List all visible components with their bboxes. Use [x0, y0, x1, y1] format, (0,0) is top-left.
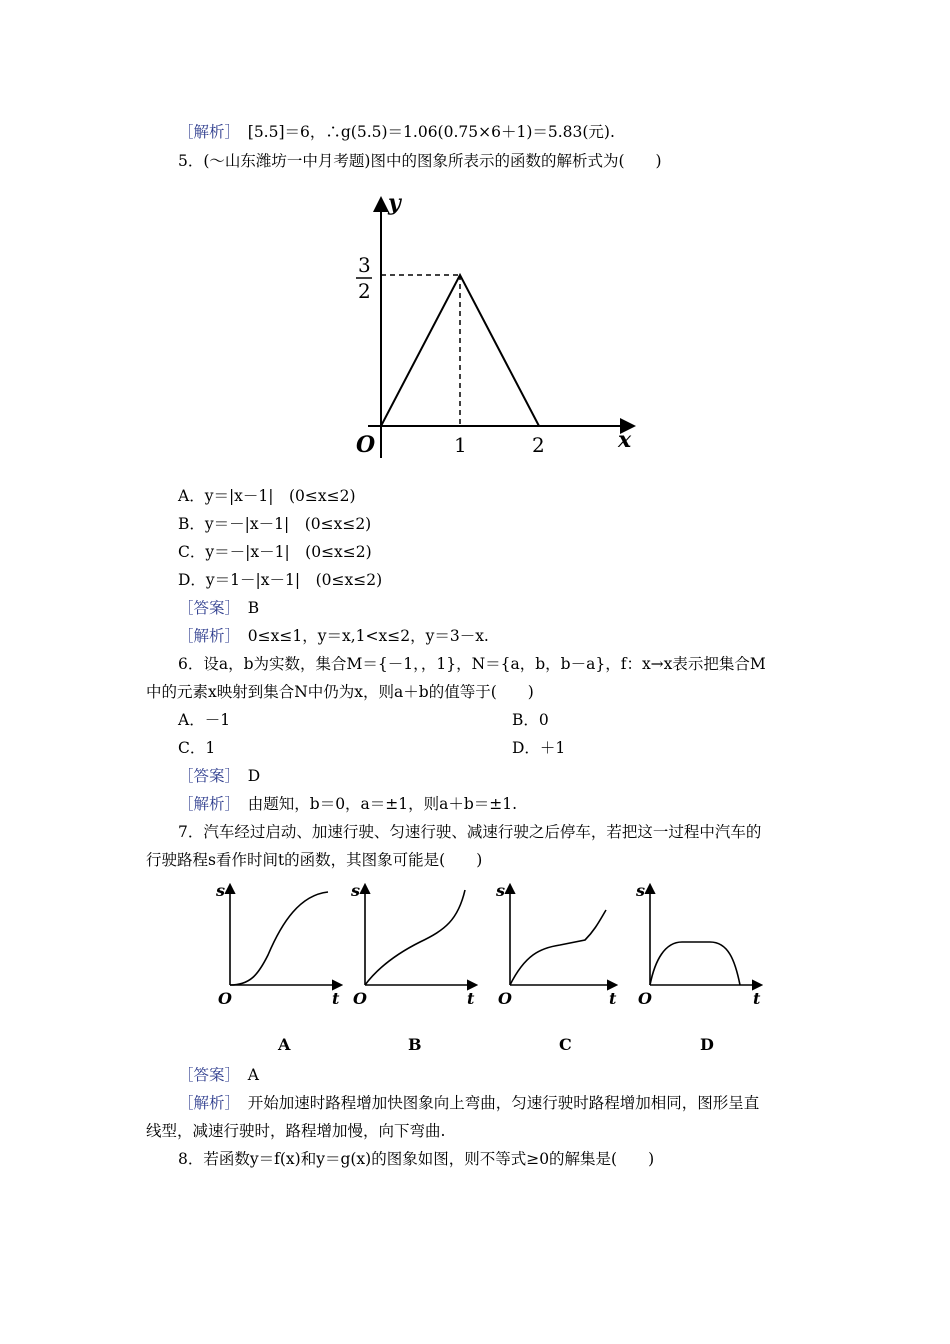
graph-c [495, 881, 617, 1054]
y-label: y [388, 190, 401, 216]
x-label: x [618, 427, 632, 453]
q7-analysis-2: 线型，减速行驶时，路程增加慢，向下弯曲. [146, 1122, 446, 1140]
q7-stem-2: 行驶路程s看作时间t的函数，其图象可能是( ) [146, 851, 483, 869]
option-d: D．y＝1－|x－1| (0≤x≤2) [178, 571, 383, 589]
caption-b: B [408, 1035, 422, 1054]
curve-b [365, 890, 465, 985]
graph-d [635, 881, 761, 1054]
q5-function-graph [340, 190, 650, 470]
svg-text:s: s [351, 881, 361, 900]
q6-analysis: ［解析］ 由题知，b＝0，a＝±1，则a＋b＝±1. [178, 795, 518, 813]
svg-text:t: t [332, 989, 340, 1008]
svg-text:O: O [353, 989, 367, 1008]
q7-answer: ［答案］ A [178, 1066, 259, 1084]
svg-text:s: s [636, 881, 646, 900]
tick-1-label: 1 [454, 433, 467, 457]
option-b: B．y＝－|x－1| (0≤x≤2) [178, 515, 372, 533]
q6-option-a: A．－1 [178, 711, 231, 729]
q6-option-d: D．＋1 [512, 739, 566, 757]
tick-2-label: 2 [532, 433, 545, 457]
q6-stem-1: 6．设a，b为实数，集合M＝{－1，，1}，N＝{a，b，b－a}，f：x→x表示把集合M [178, 655, 766, 673]
caption-d: D [700, 1035, 714, 1054]
q5-stem [178, 151, 662, 171]
svg-text:O: O [218, 989, 232, 1008]
q7-graphs [210, 880, 790, 1060]
svg-text:s: s [496, 881, 506, 900]
option-c: C．y＝－|x－1| (0≤x≤2) [178, 543, 372, 561]
curve-d [650, 942, 740, 985]
curve-c [510, 910, 606, 985]
q6-stem-2: 中的元素x映射到集合N中仍为x，则a＋b的值等于( ) [146, 683, 534, 701]
svg-text:t: t [609, 989, 617, 1008]
caption-a: A [278, 1035, 291, 1054]
peak-numerator: 3 [358, 253, 371, 277]
origin-label: O [356, 432, 376, 458]
q8-stem: 8．若函数y＝f(x)和y＝g(x)的图象如图，则不等式≥0的解集是( ) [178, 1150, 655, 1168]
q6-option-c: C．1 [178, 739, 216, 757]
svg-text:t: t [753, 989, 761, 1008]
svg-text:s: s [216, 881, 226, 900]
q7-stem-1: 7．汽车经过启动、加速行驶、匀速行驶、减速行驶之后停车，若把这一过程中汽车的 [178, 823, 762, 841]
caption-c: C [559, 1035, 572, 1054]
q5-text: 5．(～山东潍坊一中月考题)图中的图象所表示的函数的解析式为( ) [178, 152, 662, 170]
svg-text:t: t [467, 989, 475, 1008]
svg-text:O: O [638, 989, 652, 1008]
q5-analysis: ［解析］ 0≤x≤1，y＝x,1<x≤2，y＝3－x. [178, 627, 489, 645]
peak-denominator: 2 [358, 279, 371, 303]
graph-a [215, 881, 340, 1054]
q7-analysis-1: ［解析］ 开始加速时路程增加快图象向上弯曲，匀速行驶时路程增加相同，图形呈直 [178, 1094, 760, 1112]
analysis-text: [5.5]＝6，∴g(5.5)＝1.06(0.75×6＋1)＝5.83(元). [232, 123, 615, 141]
graph-b [350, 881, 475, 1054]
q5-answer: ［答案］ B [178, 599, 260, 617]
curve-a [230, 892, 328, 985]
analysis-tag: ［解析］ [178, 123, 233, 141]
svg-text:O: O [498, 989, 512, 1008]
option-a: A．y＝|x－1| (0≤x≤2) [178, 487, 356, 505]
q6-answer: ［答案］ D [178, 767, 261, 785]
q6-option-b: B．0 [512, 711, 549, 729]
q4-analysis [178, 122, 615, 142]
